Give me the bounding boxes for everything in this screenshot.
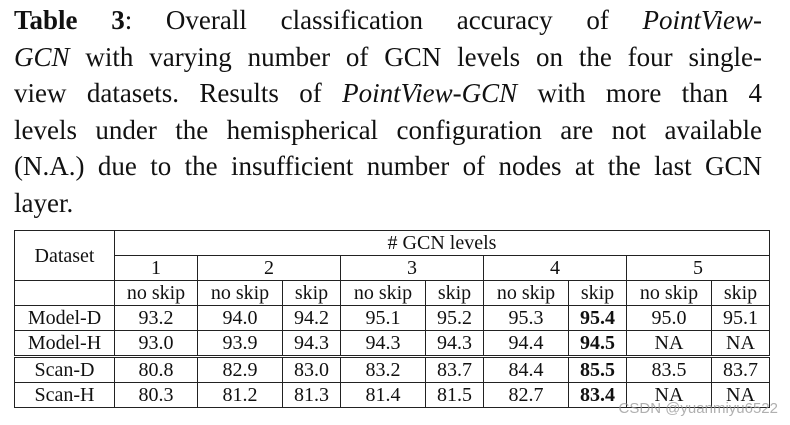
caption-run: with more than 4 [517,78,762,108]
dataset-header: Dataset [15,231,115,281]
caption-line [14,39,762,76]
value-cell: 84.4 [484,357,569,383]
gcn-levels-header: # GCN levels [115,231,770,256]
level-header: 4 [484,256,627,281]
table-row [15,357,770,383]
caption-run: : Overall classification accuracy of [124,5,643,35]
caption-run: layer. [14,187,74,218]
value-cell: NA [627,331,712,357]
value-cell: 94.2 [283,306,341,331]
dataset-cell: Model-D [15,306,115,331]
header-row-groups [15,231,770,256]
value-cell: 81.2 [198,383,283,408]
value-cell: 93.9 [198,331,283,357]
value-cell: NA [627,383,712,408]
value-cell: 81.4 [341,383,426,408]
header-row-skip [15,281,770,306]
value-cell: 94.3 [283,331,341,357]
value-cell: 95.0 [627,306,712,331]
skip-header: skip [569,281,627,306]
skip-header: no skip [627,281,712,306]
table-body [15,306,770,408]
value-cell: 83.0 [283,357,341,383]
value-cell: 80.3 [115,383,198,408]
skip-header: no skip [484,281,569,306]
skip-header: no skip [198,281,283,306]
value-cell: 95.1 [712,306,770,331]
caption-run: GCN [14,41,70,72]
value-cell: 94.3 [426,331,484,357]
caption-line [14,112,762,149]
caption-line [14,148,762,185]
skip-header: no skip [341,281,426,306]
value-cell: 81.5 [426,383,484,408]
caption-line [14,75,762,112]
value-cell: 95.3 [484,306,569,331]
skip-header: skip [283,281,341,306]
value-cell: 94.3 [341,331,426,357]
value-cell: 81.3 [283,383,341,408]
caption-run: Table 3 [14,5,125,35]
value-cell: 93.0 [115,331,198,357]
value-cell: 83.5 [627,357,712,383]
caption-run: with varying number of GCN levels on the four single- [69,41,762,72]
value-cell: 95.1 [341,306,426,331]
table-row [15,331,770,357]
level-header: 5 [627,256,770,281]
value-cell: 83.7 [426,357,484,383]
value-cell: 80.8 [115,357,198,383]
value-cell: 94.4 [484,331,569,357]
level-header: 3 [341,256,484,281]
value-cell: 83.7 [712,357,770,383]
caption-run: levels under the hemispherical configuration are not available [14,114,762,145]
level-header: 2 [198,256,341,281]
value-cell: 94.5 [569,331,627,357]
watermark: CSDN @yuanmiyu6522 [618,400,778,417]
dataset-cell: Scan-H [15,383,115,408]
caption-run: (N.A.) due to the insufficient number of nodes at the last GCN [14,151,762,181]
skip-header: skip [426,281,484,306]
dataset-cell: Model-H [15,331,115,357]
value-cell: 83.2 [341,357,426,383]
table-row [15,306,770,331]
blank-cell [15,281,115,306]
caption-run: PointView- [642,5,762,35]
caption-line [14,2,762,39]
value-cell: 82.9 [198,357,283,383]
value-cell: 85.5 [569,357,627,383]
caption-run: PointView-GCN [342,78,518,108]
value-cell: 93.2 [115,306,198,331]
value-cell: 95.4 [569,306,627,331]
value-cell: NA [712,383,770,408]
value-cell: NA [712,331,770,357]
results-table [14,230,770,408]
header-row-levels [15,256,770,281]
caption-line [14,185,762,222]
value-cell: 83.4 [569,383,627,408]
skip-header: no skip [115,281,198,306]
skip-header: skip [712,281,770,306]
dataset-cell: Scan-D [15,357,115,383]
value-cell: 94.0 [198,306,283,331]
value-cell: 82.7 [484,383,569,408]
level-header: 1 [115,256,198,281]
caption-run: view datasets. Results of [14,78,343,108]
table-caption [14,2,762,221]
value-cell: 95.2 [426,306,484,331]
